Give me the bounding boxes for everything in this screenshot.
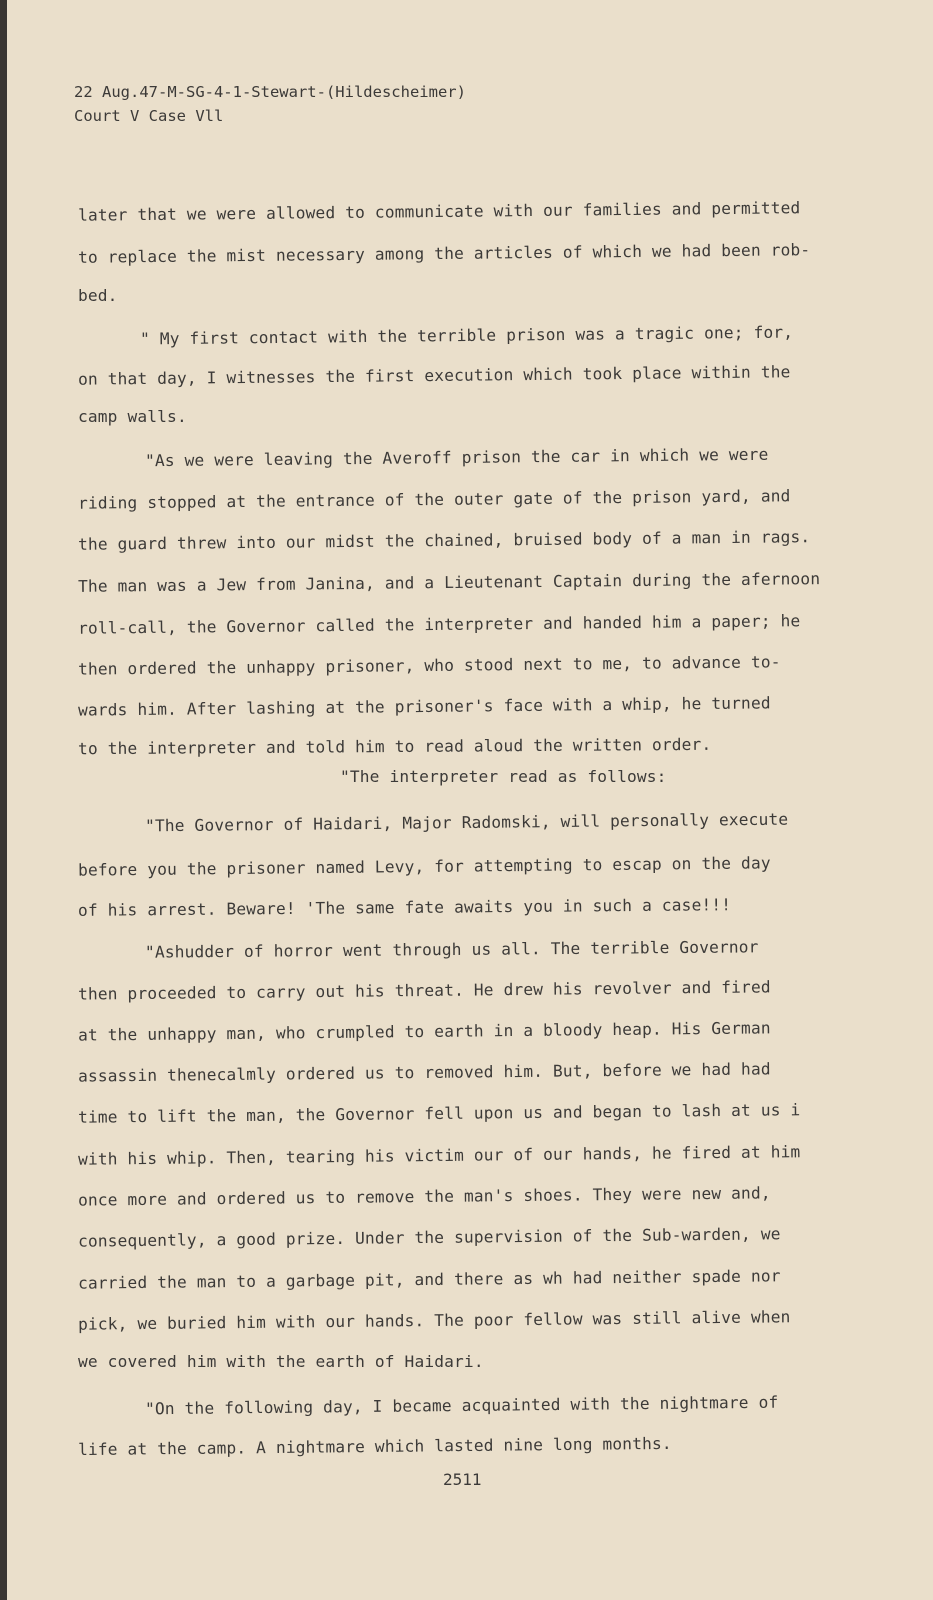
body-line: before you the prisoner named Levy, for attempting to escap on the day <box>77 853 771 880</box>
body-line: then proceeded to carry out his threat. He drew his revolver and fired <box>77 977 771 1004</box>
body-line: we covered him with the earth of Haidari. <box>78 1352 484 1371</box>
body-line: with his whip. Then, tearing his victim our of our hands, he fired at him <box>77 1142 801 1169</box>
body-line: at the unhappy man, who crumpled to earth in a bloody heap. His German <box>77 1018 771 1045</box>
body-line: consequently, a good prize. Under the supervision of the Sub-warden, we <box>77 1224 781 1251</box>
body-line: assassin thenecalmly ordered us to removed him. But, before we had had <box>77 1059 771 1086</box>
body-line: then ordered the unhappy prisoner, who stood next to me, to advance to- <box>77 652 781 679</box>
header-reference-line: 22 Aug.47-M-SG-4-1-Stewart-(Hildescheimer) <box>74 83 466 101</box>
header-court-case-line: Court V Case Vll <box>74 107 224 125</box>
body-line: on that day, I witnesses the first execution which took place within the <box>77 362 791 389</box>
body-line: " My first contact with the terrible prison was a tragic one; for, <box>139 322 794 349</box>
body-line: time to lift the man, the Governor fell upon us and began to lash at us i <box>77 1100 801 1127</box>
body-line: carried the man to a garbage pit, and there as wh had neither spade nor <box>77 1266 781 1293</box>
body-line: roll-call, the Governor called the interpreter and handed him a paper; he <box>77 611 801 638</box>
body-line: "Ashudder of horror went through us all. The terrible Governor <box>144 937 759 962</box>
body-line: "The interpreter read as follows: <box>340 767 667 786</box>
body-line: bed. <box>78 286 118 305</box>
body-line: riding stopped at the entrance of the outer gate of the prison yard, and <box>77 486 791 513</box>
body-line: "As we were leaving the Averoff prison the car in which we were <box>144 444 769 471</box>
body-line: to replace the mist necessary among the articles of which we had been rob- <box>77 240 811 267</box>
body-line: The man was a Jew from Janina, and a Lieutenant Captain during the afernoon <box>77 569 821 596</box>
body-line: once more and ordered us to remove the man's shoes. They were new and, <box>77 1183 771 1210</box>
body-line: life at the camp. A nightmare which lasted nine long months. <box>77 1433 672 1460</box>
body-line: "On the following day, I became acquainted with the nightmare of <box>144 1392 779 1419</box>
body-line: the guard threw into our midst the chained, bruised body of a man in rags. <box>77 527 811 554</box>
page-number: 2511 <box>443 1470 482 1489</box>
body-line: pick, we buried him with our hands. The poor fellow was still alive when <box>77 1307 791 1334</box>
body-line: "The Governor of Haidari, Major Radomski, will personally execute <box>144 809 789 836</box>
body-line: camp walls. <box>78 407 187 426</box>
body-line: wards him. After lashing at the prisoner's face with a whip, he turned <box>77 693 771 720</box>
body-line: to the interpreter and told him to read aloud the written order. <box>77 734 712 759</box>
body-line: later that we were allowed to communicate with our families and permitted <box>77 198 801 225</box>
body-line: of his arrest. Beware! 'The same fate awaits you in such a case!!! <box>77 895 732 920</box>
